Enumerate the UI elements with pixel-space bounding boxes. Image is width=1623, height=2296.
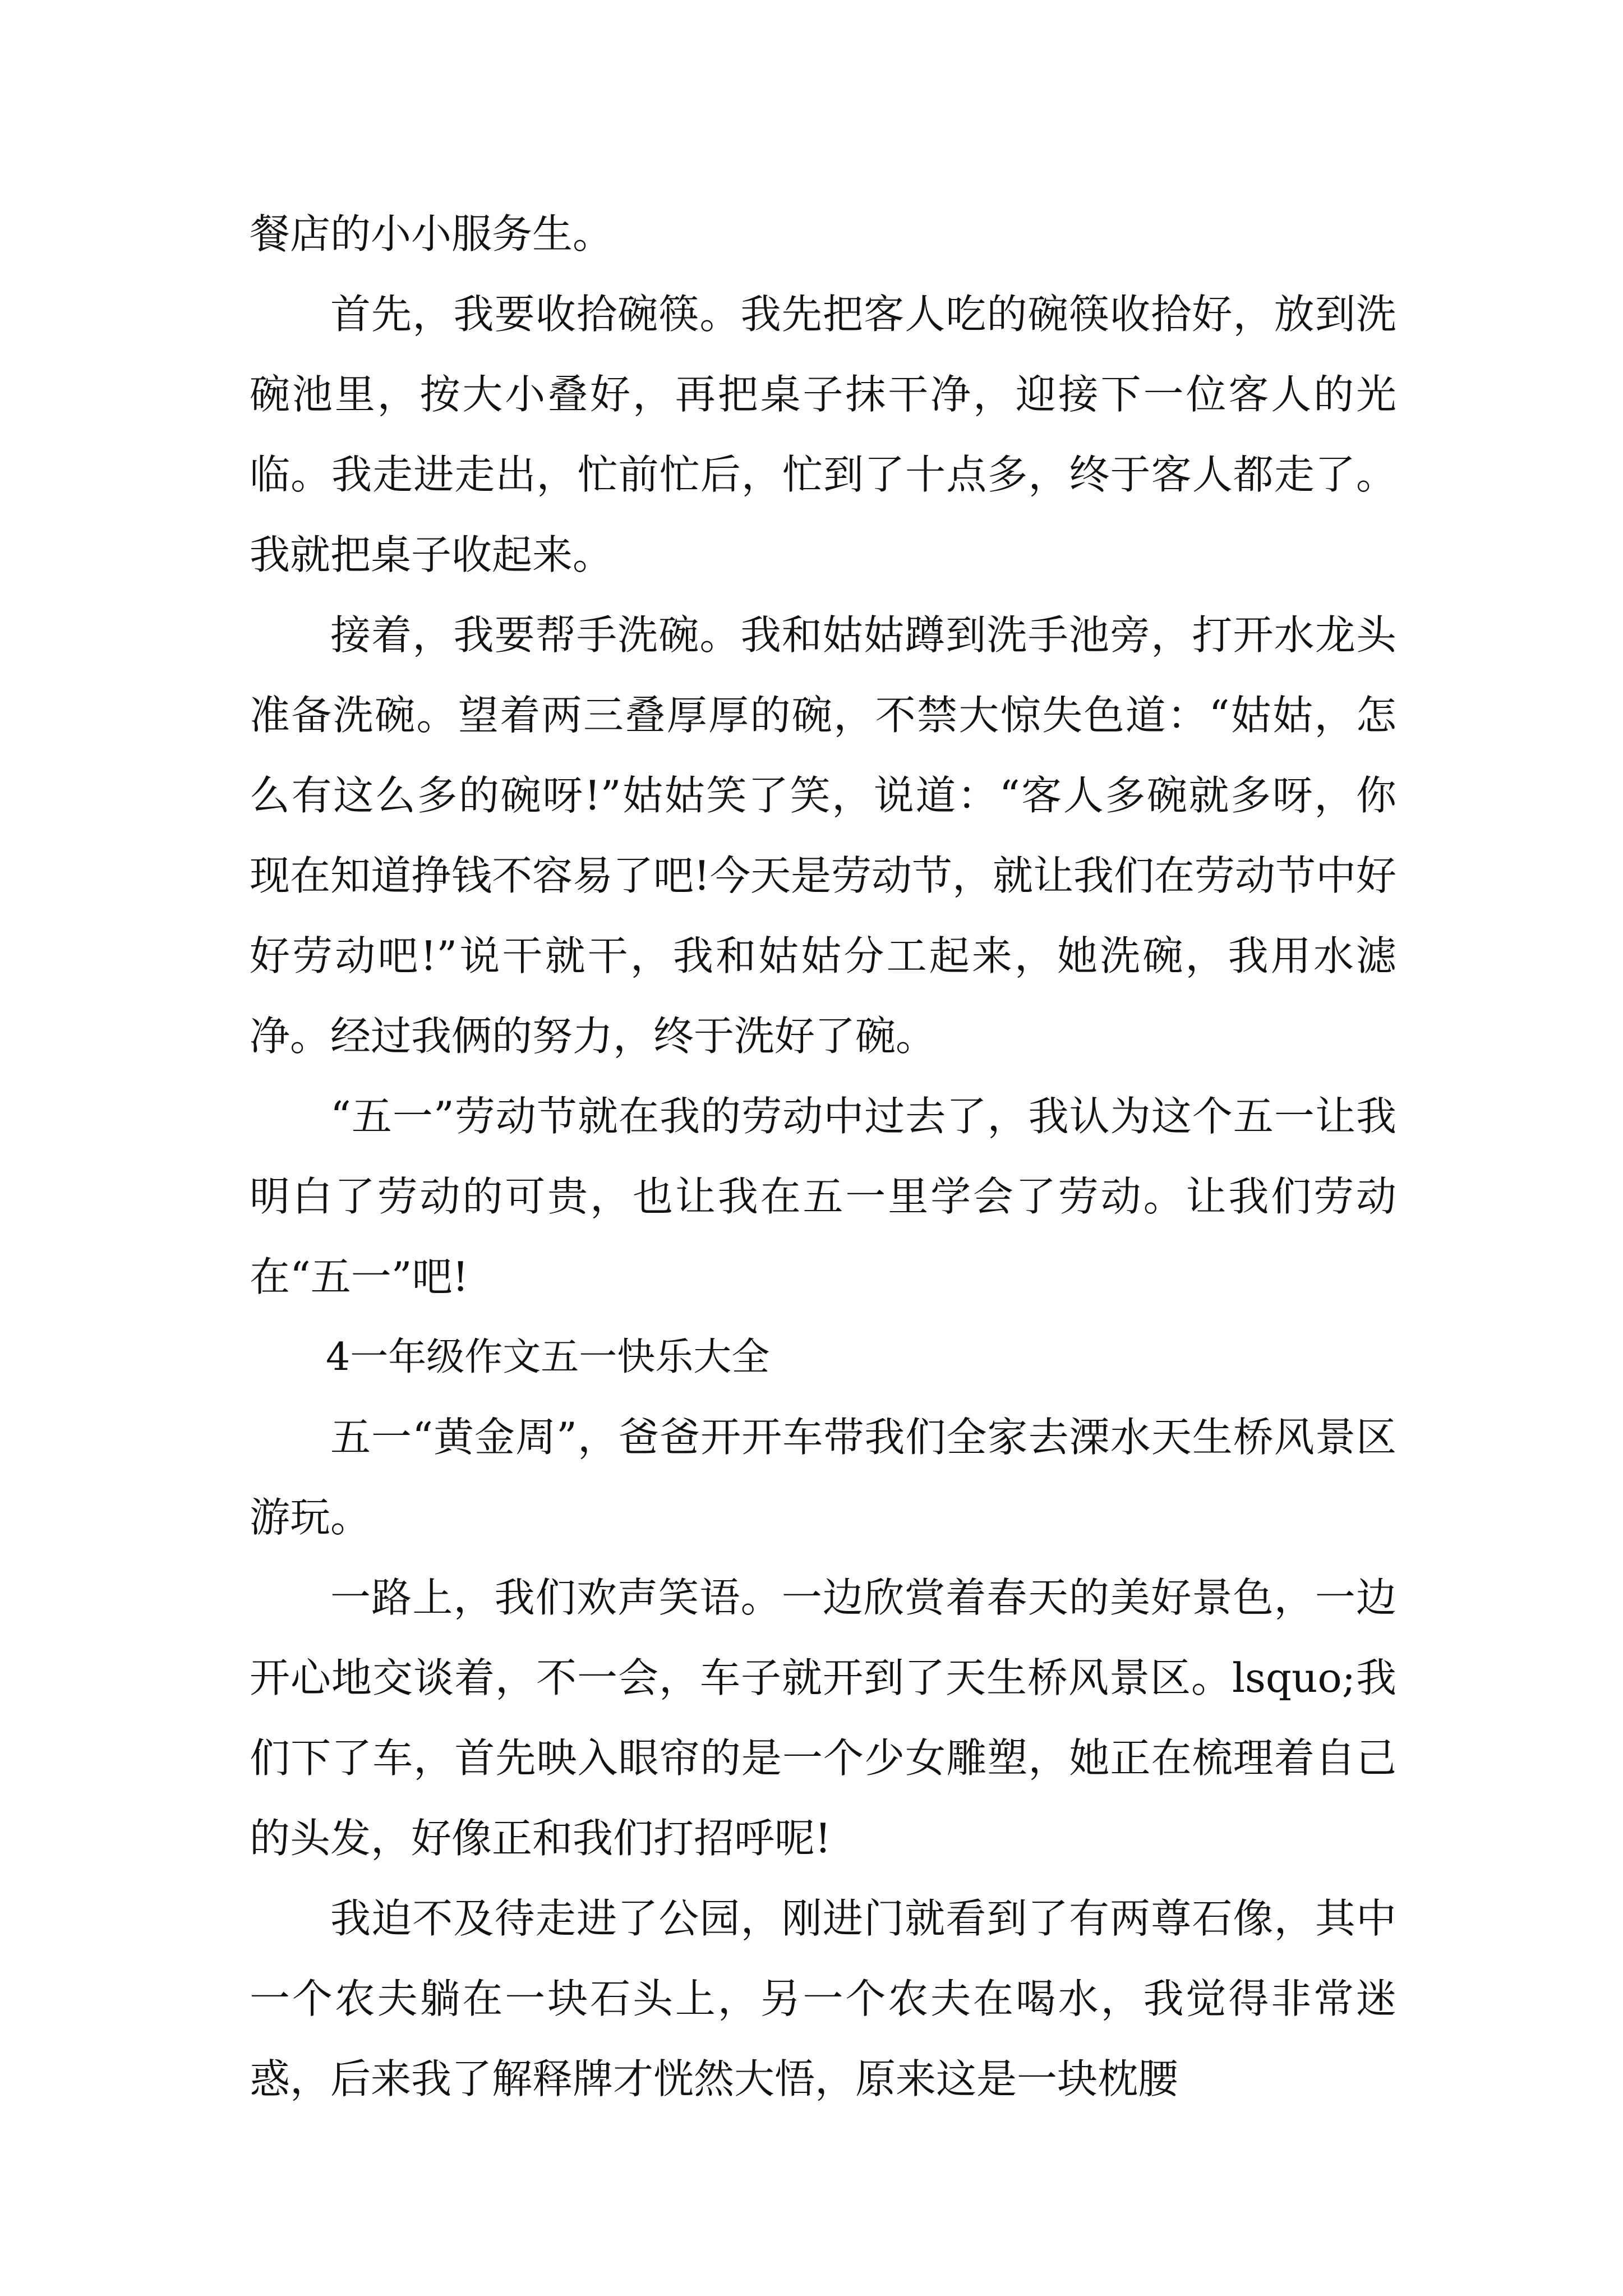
paragraph-on-the-road: 一路上，我们欢声笑语。一边欣赏着春天的美好景色，一边开心地交谈着，不一会，车子就开到了天生桥风景区。lsquo;我们下了车，首先映入眼帘的是一个少女雕塑，她正在梳理着自己的头发，好像正和我们打招呼呢! [250,1574,1396,1862]
section-heading: 4一年级作文五一快乐大全 [326,1335,770,1379]
paragraph-continuation: 餐店的小小服务生。 [250,210,614,257]
document-body [250,194,1396,2119]
paragraph-collect-bowls: 首先，我要收拾碗筷。我先把客人吃的碗筷收拾好，放到洗碗池里，按大小叠好，再把桌子抹干净，迎接下一位客人的光临。我走进走出，忙前忙后，忙到了十点多，终于客人都走了。我就把桌子收起来。 [250,291,1396,578]
paragraph-golden-week: 五一“黄金周”，爸爸开开车带我们全家去溧水天生桥风景区游玩。 [250,1414,1396,1541]
paragraph-labor-day-conclusion: “五一”劳动节就在我的劳动中过去了，我认为这个五一让我明白了劳动的可贵，也让我在五一里学会了劳动。让我们劳动在“五一”吧! [250,1093,1396,1300]
paragraph-wash-bowls: 接着，我要帮手洗碗。我和姑姑蹲到洗手池旁，打开水龙头准备洗碗。望着两三叠厚厚的碗，不禁大惊失色道：“姑姑，怎么有这么多的碗呀!”姑姑笑了笑，说道：“客人多碗就多呀，你现在知道挣钱不容易了吧!今天是劳动节，就让我们在劳动节中好好劳动吧!”说干就干，我和姑姑分工起来，她洗碗，我用水滤净。经过我俩的努力，终于洗好了碗。 [250,611,1396,1060]
paragraph-park-statues: 我迫不及待走进了公园，刚进门就看到了有两尊石像，其中一个农夫躺在一块石头上，另一个农夫在喝水，我觉得非常迷惑，后来我了解释牌才恍然大悟，原来这是一块枕腰 [250,1895,1396,2102]
